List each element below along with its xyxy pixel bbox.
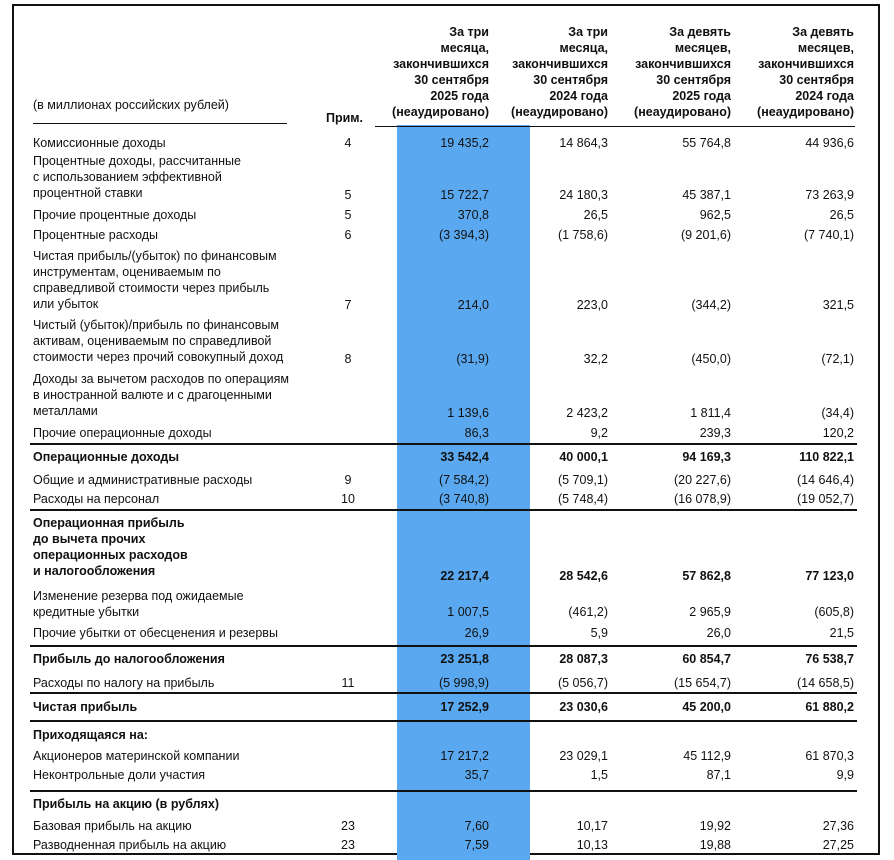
section-rule [30, 692, 857, 694]
row-note-basic-eps: 23 [341, 819, 355, 833]
value-basic-eps-q3-2024: 10,17 [576, 819, 608, 833]
value-interest-income-effective-q3-2025: 15 722,7 [440, 188, 489, 202]
value-parent-shareholders-9m-2025: 45 112,9 [683, 749, 731, 763]
value-other-operating-income-q3-2025: 86,3 [464, 426, 489, 440]
value-fvoci-result-9m-2024: (72,1) [821, 352, 854, 366]
row-label-parent-shareholders: Акционеров материнской компании [33, 749, 240, 763]
value-general-admin-expenses-9m-2025: (20 227,6) [674, 473, 731, 487]
value-interest-expense-9m-2025: (9 201,6) [680, 228, 731, 242]
value-non-controlling-interests-9m-2024: 9,9 [836, 768, 854, 782]
value-ecl-provision-change-9m-2024: (605,8) [814, 605, 854, 619]
value-operating-income-q3-2025: 33 542,4 [440, 450, 489, 464]
row-note-income-tax-expense: 11 [341, 676, 355, 690]
value-interest-income-effective-9m-2024: 73 263,9 [805, 188, 854, 202]
row-label-other-interest-income: Прочие процентные доходы [33, 208, 197, 222]
row-label-other-impairment: Прочие убытки от обесценения и резервы [33, 626, 278, 640]
row-label-non-controlling-interests: Неконтрольные доли участия [33, 768, 206, 782]
row-label-ecl-provision-change: Изменение резерва под ожидаемые кредитные убытки [33, 589, 244, 619]
value-other-impairment-q3-2024: 5,9 [590, 626, 608, 640]
value-net-profit-9m-2024: 61 880,2 [805, 700, 854, 714]
value-ecl-provision-change-q3-2024: (461,2) [568, 605, 608, 619]
value-non-controlling-interests-9m-2025: 87,1 [706, 768, 731, 782]
row-label-general-admin-expenses: Общие и административные расходы [33, 473, 253, 487]
row-note-commission-income: 4 [344, 136, 352, 150]
row-label-net-profit: Чистая прибыль [33, 700, 138, 714]
row-label-fvtpl-result: Чистая прибыль/(убыток) по финансовым инструментам, оцениваемым по справедливой стоимости через прибыль или убыток [33, 249, 277, 311]
value-fx-metals-income-q3-2025: 1 139,6 [447, 406, 489, 420]
value-personnel-expenses-q3-2024: (5 748,4) [557, 492, 608, 506]
row-note-other-interest-income: 5 [344, 208, 352, 222]
value-general-admin-expenses-9m-2024: (14 646,4) [797, 473, 854, 487]
value-net-profit-9m-2025: 45 200,0 [682, 700, 731, 714]
value-diluted-eps-9m-2025: 19,88 [699, 838, 731, 852]
value-income-tax-expense-q3-2025: (5 998,9) [438, 676, 489, 690]
value-commission-income-q3-2024: 14 864,3 [559, 136, 608, 150]
value-non-controlling-interests-q3-2025: 35,7 [464, 768, 489, 782]
row-label-diluted-eps: Разводненная прибыль на акцию [33, 838, 227, 852]
unit-note: (в миллионах российских рублей) [33, 98, 229, 112]
value-other-impairment-9m-2025: 26,0 [706, 626, 731, 640]
value-diluted-eps-q3-2024: 10,13 [576, 838, 608, 852]
row-note-general-admin-expenses: 9 [344, 473, 352, 487]
value-parent-shareholders-q3-2024: 23 029,1 [559, 749, 608, 763]
row-note-personnel-expenses: 10 [341, 492, 355, 506]
note-column-header: Прим. [326, 111, 364, 125]
value-operating-income-9m-2025: 94 169,3 [682, 450, 731, 464]
value-operating-profit-before-other-q3-2024: 28 542,6 [559, 569, 608, 583]
value-fvtpl-result-q3-2024: 223,0 [576, 298, 608, 312]
row-label-eps-header: Прибыль на акцию (в рублях) [33, 797, 219, 811]
section-rule [30, 790, 857, 792]
value-basic-eps-9m-2024: 27,36 [822, 819, 854, 833]
value-profit-before-tax-9m-2024: 76 538,7 [805, 652, 854, 666]
value-non-controlling-interests-q3-2024: 1,5 [590, 768, 608, 782]
value-general-admin-expenses-q3-2025: (7 584,2) [438, 473, 489, 487]
value-income-tax-expense-q3-2024: (5 056,7) [557, 676, 608, 690]
value-fx-metals-income-9m-2024: (34,4) [821, 406, 854, 420]
section-rule [30, 720, 857, 722]
value-operating-profit-before-other-9m-2025: 57 862,8 [682, 569, 731, 583]
value-personnel-expenses-q3-2025: (3 740,8) [438, 492, 489, 506]
value-fx-metals-income-9m-2025: 1 811,4 [690, 406, 731, 420]
value-ecl-provision-change-9m-2025: 2 965,9 [689, 605, 731, 619]
value-commission-income-9m-2024: 44 936,6 [805, 136, 854, 150]
value-interest-income-effective-9m-2025: 45 387,1 [682, 188, 731, 202]
value-operating-profit-before-other-9m-2024: 77 123,0 [805, 569, 854, 583]
row-note-diluted-eps: 23 [341, 838, 355, 852]
value-other-interest-income-q3-2025: 370,8 [457, 208, 489, 222]
value-ecl-provision-change-q3-2025: 1 007,5 [447, 605, 489, 619]
section-rule [30, 509, 857, 511]
value-parent-shareholders-q3-2025: 17 217,2 [440, 749, 489, 763]
row-label-fvoci-result: Чистый (убыток)/прибыль по финансовым активам, оцениваемым по справедливой стоимости через прочий совокупный доход [33, 318, 284, 364]
value-interest-expense-9m-2024: (7 740,1) [803, 228, 854, 242]
value-income-tax-expense-9m-2025: (15 654,7) [674, 676, 731, 690]
value-profit-before-tax-9m-2025: 60 854,7 [682, 652, 731, 666]
value-other-interest-income-9m-2025: 962,5 [699, 208, 731, 222]
section-rule [30, 443, 857, 445]
value-fvoci-result-q3-2024: 32,2 [583, 352, 608, 366]
value-fvtpl-result-9m-2024: 321,5 [822, 298, 854, 312]
value-parent-shareholders-9m-2024: 61 870,3 [805, 749, 854, 763]
value-basic-eps-9m-2025: 19,92 [699, 819, 731, 833]
row-label-interest-expense: Процентные расходы [33, 228, 159, 242]
row-label-commission-income: Комиссионные доходы [33, 136, 166, 150]
value-other-operating-income-9m-2025: 239,3 [699, 426, 731, 440]
row-note-interest-income-effective: 5 [344, 188, 352, 202]
value-commission-income-9m-2025: 55 764,8 [682, 136, 731, 150]
row-note-fvoci-result: 8 [344, 352, 352, 366]
header-underline-columns [375, 126, 855, 127]
value-general-admin-expenses-q3-2024: (5 709,1) [557, 473, 608, 487]
value-fvoci-result-q3-2025: (31,9) [456, 352, 489, 366]
row-label-profit-before-tax: Прибыль до налогообложения [33, 652, 225, 666]
value-interest-expense-q3-2024: (1 758,6) [557, 228, 608, 242]
row-label-personnel-expenses: Расходы на персонал [33, 492, 160, 506]
value-other-impairment-9m-2024: 21,5 [829, 626, 854, 640]
value-profit-before-tax-q3-2025: 23 251,8 [440, 652, 489, 666]
value-fvoci-result-9m-2025: (450,0) [691, 352, 731, 366]
column-header-9m-2024: За девять месяцев, закончившихся 30 сентября 2024 года (неаудировано) [757, 25, 854, 119]
value-fx-metals-income-q3-2024: 2 423,2 [566, 406, 608, 420]
value-net-profit-q3-2024: 23 030,6 [559, 700, 608, 714]
header-underline-units [33, 123, 287, 124]
value-other-operating-income-9m-2024: 120,2 [822, 426, 854, 440]
value-other-impairment-q3-2025: 26,9 [464, 626, 489, 640]
value-basic-eps-q3-2025: 7,60 [464, 819, 489, 833]
value-net-profit-q3-2025: 17 252,9 [440, 700, 489, 714]
value-fvtpl-result-q3-2025: 214,0 [457, 298, 489, 312]
value-interest-expense-q3-2025: (3 394,3) [438, 228, 489, 242]
value-fvtpl-result-9m-2025: (344,2) [691, 298, 731, 312]
row-label-other-operating-income: Прочие операционные доходы [33, 426, 212, 440]
value-personnel-expenses-9m-2024: (19 052,7) [797, 492, 854, 506]
value-other-interest-income-q3-2024: 26,5 [583, 208, 608, 222]
value-diluted-eps-q3-2025: 7,59 [464, 838, 489, 852]
column-header-9m-2025: За девять месяцев, закончившихся 30 сентября 2025 года (неаудировано) [634, 25, 731, 119]
value-other-operating-income-q3-2024: 9,2 [590, 426, 608, 440]
column-header-q3-2025: За три месяца, закончившихся 30 сентября 2025 года (неаудировано) [392, 25, 489, 119]
value-personnel-expenses-9m-2025: (16 078,9) [674, 492, 731, 506]
row-note-interest-expense: 6 [344, 228, 352, 242]
value-interest-income-effective-q3-2024: 24 180,3 [559, 188, 608, 202]
value-operating-income-9m-2024: 110 822,1 [799, 450, 854, 464]
value-other-interest-income-9m-2024: 26,5 [829, 208, 854, 222]
value-profit-before-tax-q3-2024: 28 087,3 [559, 652, 608, 666]
value-diluted-eps-9m-2024: 27,25 [822, 838, 854, 852]
row-note-fvtpl-result: 7 [344, 298, 352, 312]
column-header-q3-2024: За три месяца, закончившихся 30 сентября 2024 года (неаудировано) [511, 25, 608, 119]
section-rule [30, 645, 857, 647]
row-label-attributable-to: Приходящаяся на: [33, 728, 148, 742]
value-income-tax-expense-9m-2024: (14 658,5) [797, 676, 854, 690]
row-label-fx-metals-income: Доходы за вычетом расходов по операциям в иностранной валюте и с драгоценными металлами [33, 372, 289, 418]
row-label-basic-eps: Базовая прибыль на акцию [33, 819, 192, 833]
value-operating-income-q3-2024: 40 000,1 [559, 450, 608, 464]
row-label-operating-profit-before-other: Операционная прибыль до вычета прочих операционных расходов и налогообложения [33, 516, 188, 578]
value-operating-profit-before-other-q3-2025: 22 217,4 [440, 569, 489, 583]
row-label-operating-income: Операционные доходы [33, 450, 179, 464]
row-label-income-tax-expense: Расходы по налогу на прибыль [33, 676, 215, 690]
value-commission-income-q3-2025: 19 435,2 [440, 136, 489, 150]
row-label-interest-income-effective: Процентные доходы, рассчитанные с использованием эффективной процентной ставки [33, 154, 241, 200]
